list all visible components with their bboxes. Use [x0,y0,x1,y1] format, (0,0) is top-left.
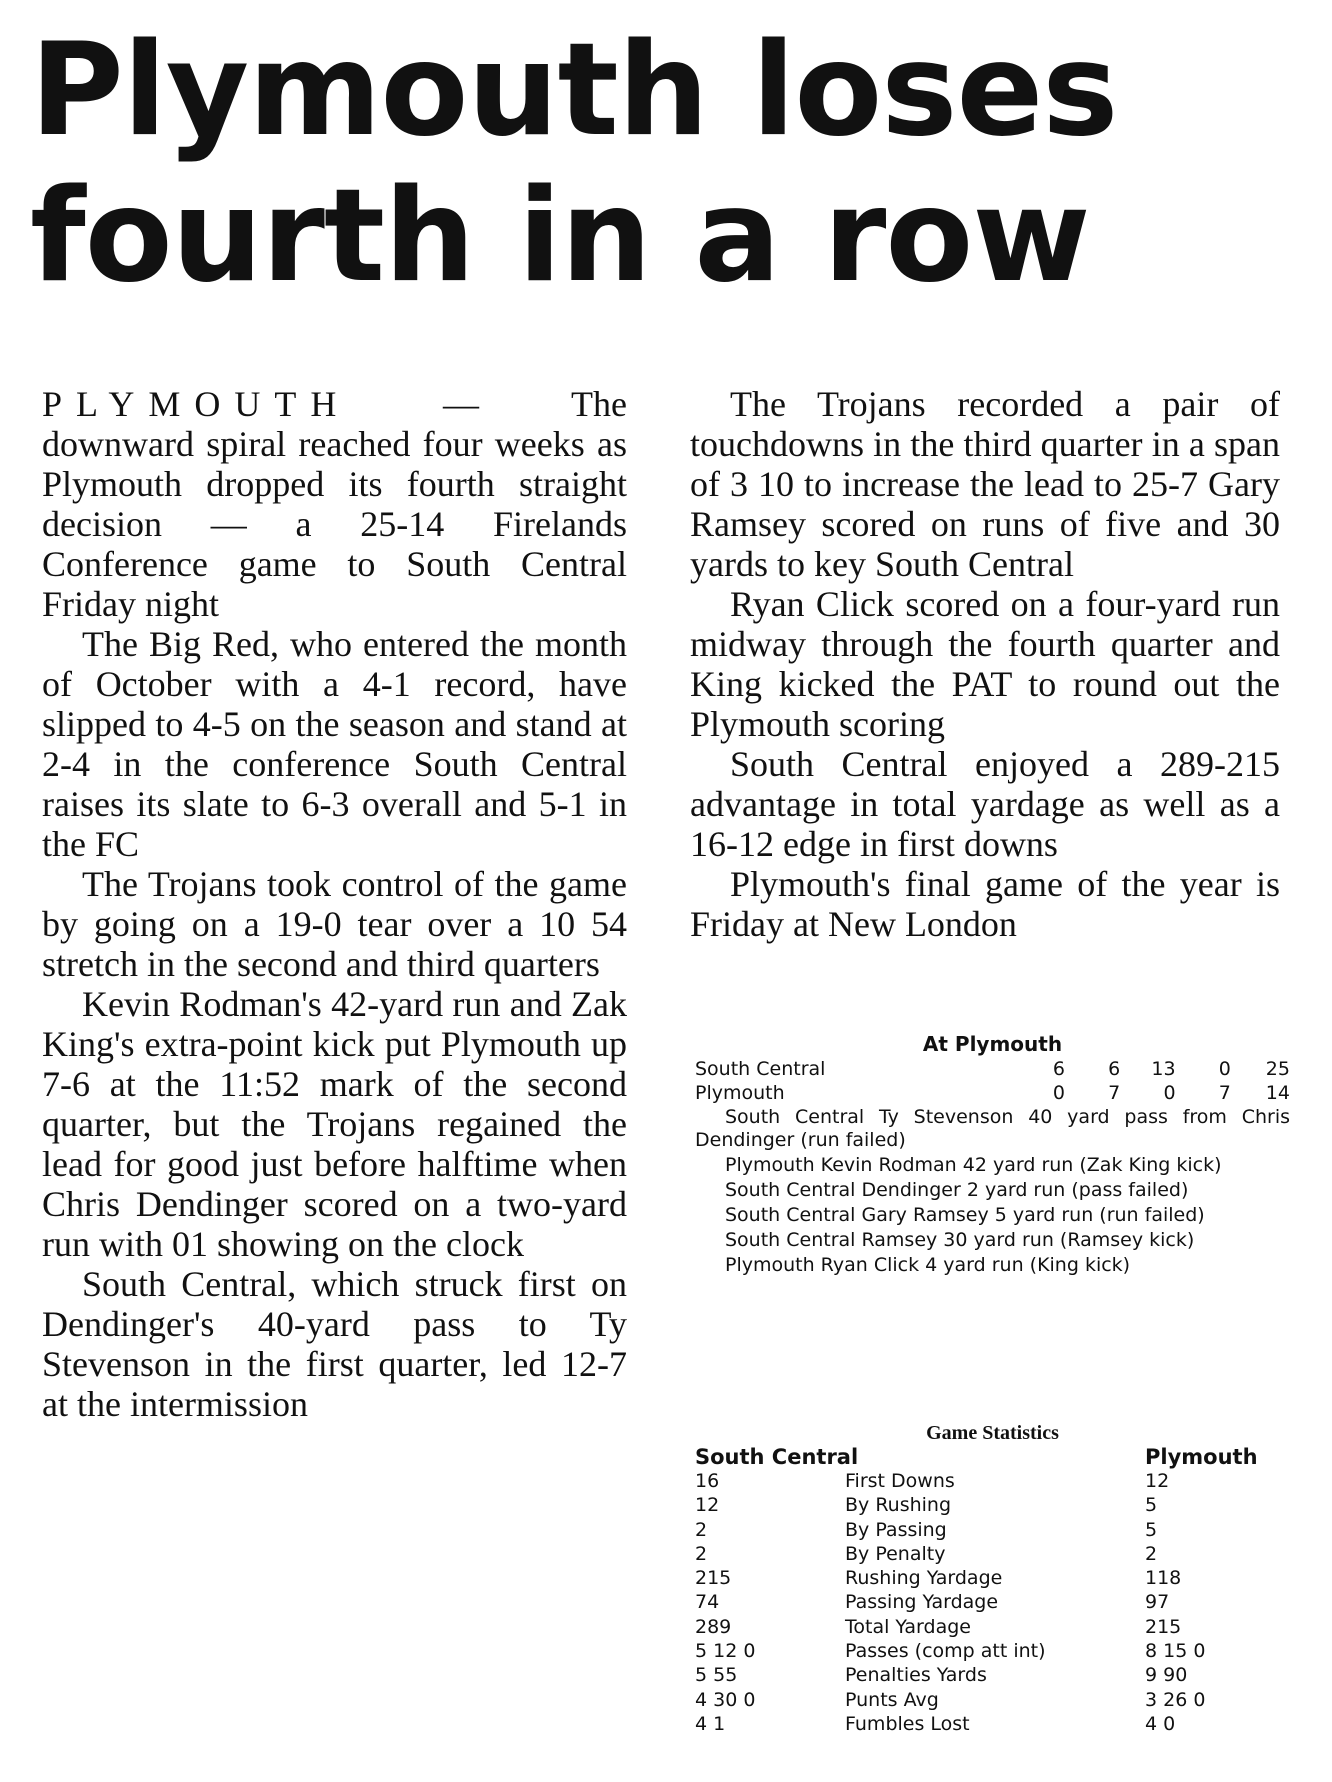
line-score-team: Plymouth [695,1082,785,1104]
scoring-summary [695,1106,1290,1279]
line-score-row [695,1081,1290,1105]
stats-row: 5 55 Penalties Yards 9 90 [695,1664,1188,1687]
stats-row: 5 12 0 Passes (comp att int) 8 15 0 [695,1640,1206,1663]
box-score-header [695,1032,1290,1056]
line-score [695,1057,1290,1105]
dateline: PLYMOUTH — [42,384,494,424]
line-score-quarter: 7 [1218,1082,1231,1104]
stats-row: 215 Rushing Yardage 118 [695,1567,1182,1590]
article-paragraph: The Big Red, who entered the month of October with a 4-1 record, have slipped to 4-5 on the season and stand at 2-4 in the conference South Central raises its slate to 6-3 overall and 5-1 in the FC [42,624,627,864]
stats-row: 2 By Penalty 2 [695,1542,1158,1565]
scoring-play: South Central Gary Ramsey 5 yard run (run failed) [725,1204,1205,1226]
article-paragraph: South Central enjoyed a 289-215 advantage in total yardage as well as a 16-12 edge in first downs [690,744,1280,864]
scoring-play: Plymouth Ryan Click 4 yard run (King kick) [725,1254,1131,1276]
stats-row: 74 Passing Yardage 97 [695,1591,1170,1614]
stats-row: 4 30 0 Punts Avg 3 26 0 [695,1688,1206,1711]
stats-row: 12 By Rushing 5 [695,1494,1158,1517]
article-paragraph: The Trojans recorded a pair of touchdowns in the third quarter in a span of 3 10 to increase the lead to 25-7 Gary Ramsey scored on runs of five and 30 yards to key South Central [690,384,1280,584]
stats-header-row [695,1445,1290,1469]
line-score-quarter: 6 [1108,1058,1121,1080]
stats-team-a: South Central [695,1445,859,1469]
line-score-quarter: 6 [1052,1058,1065,1080]
stats-team-b: Plymouth [1145,1445,1258,1469]
stats-row: 16 First Downs 12 [695,1470,1170,1492]
line-score-total: 14 [1265,1082,1290,1104]
line-score-quarter: 7 [1108,1082,1121,1104]
article-column-right [690,384,1280,944]
article-paragraph: PLYMOUTH — The downward spiral reached four weeks as Plymouth dropped its fourth straight decision — a 25-14 Firelands Conference game to South Central Friday night [42,384,627,624]
line-score-quarter: 0 [1163,1082,1176,1104]
article-column-left [42,384,627,1424]
scoring-play: South Central Dendinger 2 yard run (pass failed) [725,1179,1189,1201]
box-score-title: At Plymouth [922,1032,1063,1056]
line-score-row [695,1057,1290,1081]
line-score-quarter: 0 [1052,1082,1065,1104]
game-statistics [695,1422,1290,1736]
line-score-quarter: 0 [1218,1058,1231,1080]
line-score-total: 25 [1265,1058,1290,1080]
line-score-team: South Central [695,1058,826,1080]
scoring-play: South Central Ty Stevenson 40 yard pass from Chris Dendinger (run failed) [695,1106,1290,1151]
scoring-play: Plymouth Kevin Rodman 42 yard run (Zak King kick) [725,1154,1222,1176]
stats-row: 289 Total Yardage 215 [695,1615,1182,1638]
article-paragraph: The Trojans took control of the game by going on a 19-0 tear over a 10 54 stretch in the second and third quarters [42,864,627,984]
stats-row: 2 By Passing 5 [695,1518,1158,1541]
article-paragraph: Ryan Click scored on a four-yard run midway through the fourth quarter and King kicked the PAT to round out the Plymouth scoring [690,584,1280,744]
article-paragraph: Kevin Rodman's 42-yard run and Zak King's extra-point kick put Plymouth up 7-6 at the 11:52 mark of the second quarter, but the Trojans regained the lead for good just before halftime when Chris Dendinger scored on a two-yard run with 01 showing on the clock [42,984,627,1264]
stats-row: 4 1 Fumbles Lost 4 0 [695,1712,1176,1735]
line-score-quarter: 13 [1151,1058,1176,1080]
stats-title: Game Statistics [926,1422,1059,1444]
headline: Plymouth loses fourth in a row [30,16,1118,311]
article-paragraph: Plymouth's final game of the year is Friday at New London [690,864,1280,944]
scoring-play: South Central Ramsey 30 yard run (Ramsey kick) [725,1229,1195,1251]
article-paragraph: South Central, which struck first on Dendinger's 40-yard pass to Ty Stevenson in the first quarter, led 12-7 at the intermission [42,1264,627,1424]
